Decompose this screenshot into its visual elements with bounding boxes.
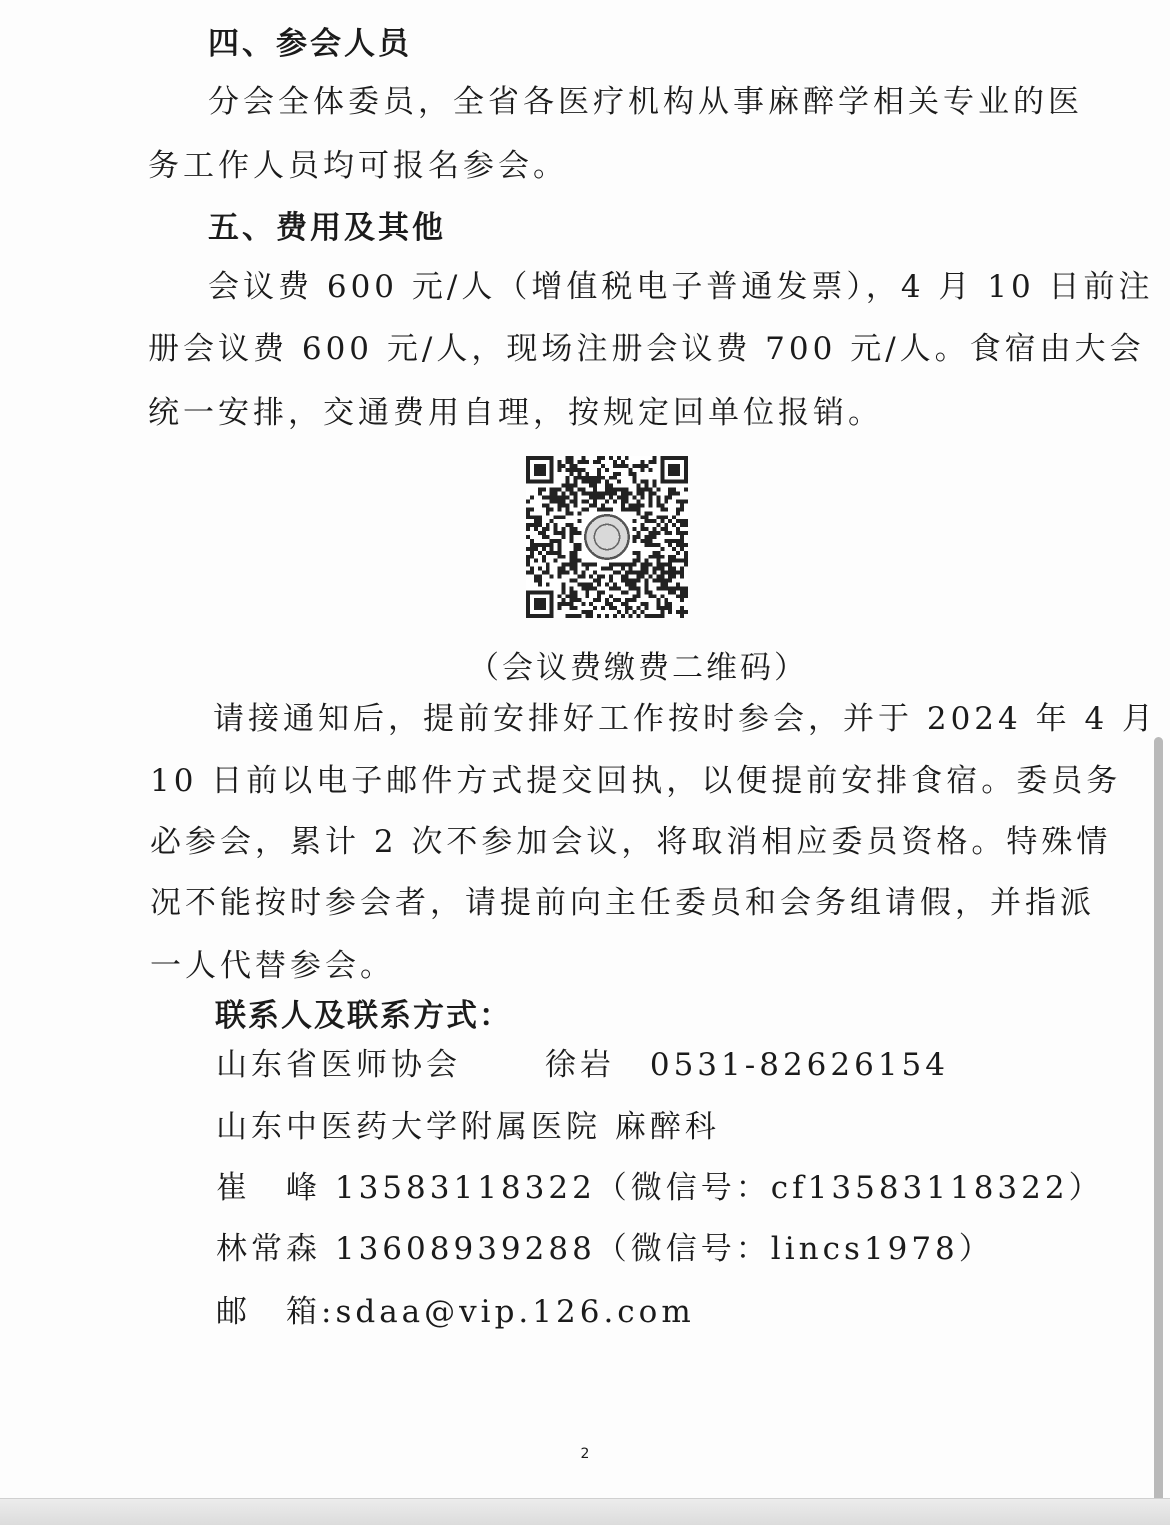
- notice-line-4: 况不能按时参会者，请提前向主任委员和会务组请假，并指派: [150, 885, 1095, 921]
- section-5-heading: 五、费用及其他: [208, 210, 446, 246]
- bottom-toolbar: [0, 1498, 1170, 1525]
- section-4-heading: 四、参会人员: [208, 26, 412, 62]
- qr-code-caption: （会议费缴费二维码）: [468, 650, 808, 686]
- contact-physician-association: 山东省医师协会 徐岩 0531-82626154: [216, 1047, 950, 1083]
- section-5-text-line-2: 册会议费 600 元/人，现场注册会议费 700 元/人。食宿由大会: [148, 331, 1145, 367]
- payment-qr-code: [526, 456, 688, 618]
- contact-hospital-department: 山东中医药大学附属医院 麻醉科: [216, 1109, 720, 1145]
- notice-line-5: 一人代替参会。: [150, 948, 395, 984]
- contact-heading: 联系人及联系方式：: [215, 998, 512, 1034]
- notice-line-1: 请接通知后，提前安排好工作按时参会，并于 2024 年 4 月: [213, 701, 1158, 737]
- section-5-text-line-1: 会议费 600 元/人（增值税电子普通发票），4 月 10 日前注: [208, 269, 1154, 305]
- contact-lin-changsen: 林常森 13608939288（微信号：lincs1978）: [216, 1231, 994, 1267]
- notice-line-3: 必参会，累计 2 次不参加会议，将取消相应委员资格。特殊情: [150, 824, 1112, 860]
- page-number: 2: [580, 1446, 590, 1462]
- section-5-text-line-3: 统一安排，交通费用自理，按规定回单位报销。: [148, 395, 883, 431]
- section-4-text-line-2: 务工作人员均可报名参会。: [148, 148, 568, 184]
- contact-cui-feng: 崔 峰 13583118322（微信号：cf13583118322）: [216, 1170, 1104, 1206]
- contact-email: 邮 箱:sdaa@vip.126.com: [216, 1294, 695, 1330]
- notice-line-2: 10 日前以电子邮件方式提交回执，以便提前安排食宿。委员务: [150, 763, 1122, 799]
- section-4-text-line-1: 分会全体委员，全省各医疗机构从事麻醉学相关专业的医: [208, 84, 1083, 120]
- scrollbar-thumb[interactable]: [1154, 737, 1163, 1510]
